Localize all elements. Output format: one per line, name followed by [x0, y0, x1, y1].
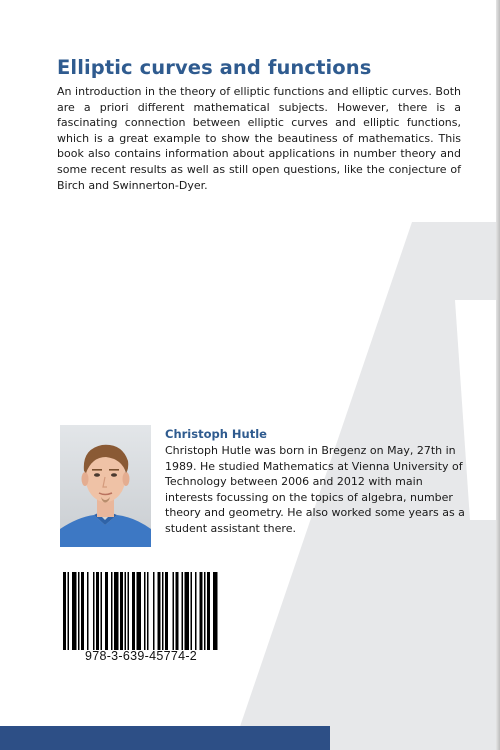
author-name: Christoph Hutle	[165, 427, 267, 441]
barcode-bar	[195, 572, 197, 650]
isbn-number: 978-3-639-45774-2	[84, 649, 198, 663]
author-photo	[60, 425, 151, 547]
barcode-bar	[144, 572, 146, 650]
barcode-bar	[72, 572, 77, 650]
barcode-bar	[200, 572, 203, 650]
barcode-bar	[87, 572, 89, 650]
barcode-bar	[204, 572, 206, 650]
barcode-bar	[101, 572, 103, 650]
book-description: An introduction in the theory of elliptic functions and elliptic curves. Both are a priori different mathematical subjects. However, there is a fascinating connection between elliptic curves and elliptic functions, which is a great example to show the beautiness of mathematics. This book also contains information about applications in number theory and some recent results as well as still open questions, like the conjecture of Birch and Swinnerton-Dyer.	[57, 85, 461, 192]
barcode-bar	[81, 572, 84, 650]
barcode-bar	[96, 572, 99, 650]
barcode-bar	[125, 572, 127, 650]
barcode-bar	[137, 572, 142, 650]
spine-edge	[496, 0, 500, 750]
barcode-bar	[162, 572, 164, 650]
barcode-icon	[63, 572, 219, 650]
author-biography: Christoph Hutle was born in Bregenz on May, 27th in 1989. He studied Mathematics at Vienna University of Technology between 2006 and 2012 with main interests focussing on the topics of algebra, number theory and geometry. He also worked some years as a student assistant there.	[165, 444, 465, 535]
barcode-bar	[128, 572, 130, 650]
barcode-bar	[213, 572, 218, 650]
barcode-bar	[173, 572, 175, 650]
barcode-bar	[105, 572, 108, 650]
barcode-bar	[176, 572, 179, 650]
barcode-bar	[111, 572, 113, 650]
barcode-bar	[182, 572, 184, 650]
barcode-bar	[207, 572, 210, 650]
barcode-bar	[78, 572, 80, 650]
book-title: Elliptic curves and functions	[57, 56, 372, 79]
barcode-bar	[153, 572, 155, 650]
barcode-bar	[68, 572, 70, 650]
barcode-bar	[114, 572, 119, 650]
barcode-bar	[165, 572, 168, 650]
barcode-bar	[158, 572, 161, 650]
publisher-color-bar	[0, 726, 330, 750]
barcode-bar	[120, 572, 123, 650]
isbn-barcode	[57, 567, 225, 671]
barcode-bar	[147, 572, 149, 650]
barcode-bar	[191, 572, 193, 650]
barcode-bar	[132, 572, 135, 650]
barcode-bar	[185, 572, 190, 650]
barcode-bar	[63, 572, 66, 650]
barcode-bar	[93, 572, 95, 650]
